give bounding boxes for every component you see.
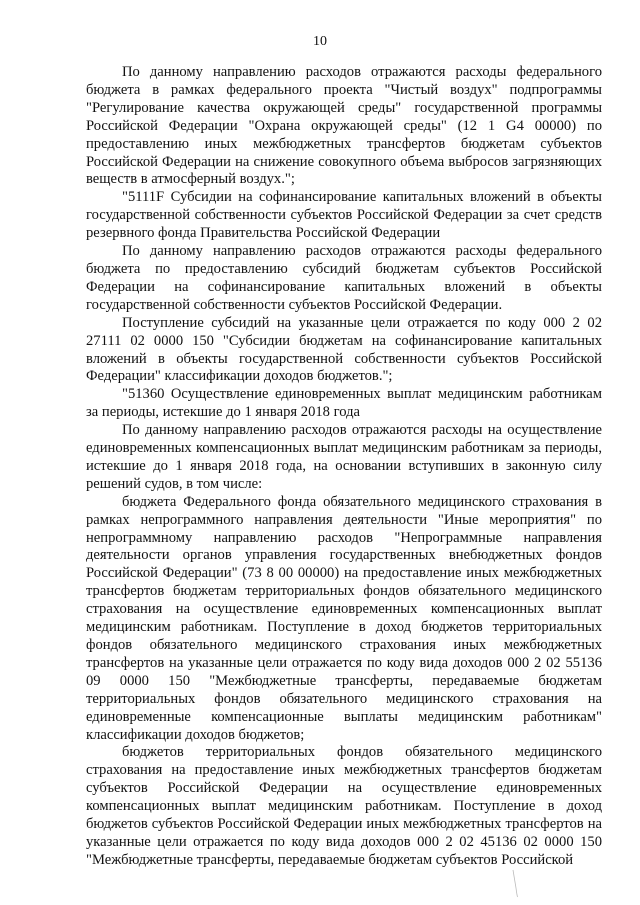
scan-mark [510, 868, 520, 898]
paragraph: Поступление субсидий на указанные цели отражается по коду 000 2 02 27111 02 0000 150 "Субсидии бюджетам на софинансирование капитальных вложений в объекты государственной собственности субъектов Российской Федерации" классификации доходов бюджетов."; [86, 314, 602, 385]
paragraph: "5111F Субсидии на софинансирование капитальных вложений в объекты государственной собственности субъектов Российской Федерации за счет средств резервного фонда Правительства Российской Федерации [86, 189, 602, 242]
paragraph: По данному направлению расходов отражаются расходы федерального бюджета в рамках федерального проекта "Чистый воздух" подпрограммы "Регулирование качества окружающей среды" государственной программы Российской Федерации "Охрана окружающей среды" (12 1 G4 00000) по предоставлению иных межбюджетных трансфертов бюджетам субъектов Российской Федерации на снижение совокупного объема выбросов загрязняющих веществ в атмосферный воздух."; [86, 64, 602, 188]
paragraph: бюджетов территориальных фондов обязательного медицинского страхования на предоставление иных межбюджетных трансфертов бюджетам субъектов Российской Федерации на осуществление единовременных компенсационных выплат медицинским работникам. Поступление в доход бюджетов субъектов Российской Федерации иных межбюджетных трансфертов на указанные цели отражается по коду вида доходов 000 2 02 45136 02 0000 150 "Межбюджетные трансферты, передаваемые бюджетам субъектов Российской [86, 744, 602, 868]
paragraph: "51360 Осуществление единовременных выплат медицинским работникам за периоды, истекшие до 1 января 2018 года [86, 386, 602, 421]
document-body [86, 64, 602, 870]
page-number: 10 [313, 34, 327, 49]
paragraph: По данному направлению расходов отражаются расходы федерального бюджета по предоставлению субсидий бюджетам субъектов Российской Федерации на софинансирование капитальных вложений в объекты государственной собственности субъектов Российской Федерации. [86, 243, 602, 313]
paragraph: По данному направлению расходов отражаются расходы на осуществление единовременных компенсационных выплат медицинским работникам за периоды, истекшие до 1 января 2018 года, на основании вступивших в законную силу решений судов, в том числе: [86, 422, 602, 492]
paragraph: бюджета Федерального фонда обязательного медицинского страхования в рамках непрограммного направления деятельности "Иные мероприятия" по непрограммному направлению расходов "Непрограммные направления деятельности органов управления государственных внебюджетных фондов Российской Федерации" (73 8 00 00000) на предоставление иных межбюджетных трансфертов бюджетам территориальных фондов обязательного медицинского страхования на осуществление единовременных компенсационных выплат медицинским работникам. Поступление в доход бюджетов территориальных фондов обязательного медицинского страхования иных межбюджетных трансфертов на указанные цели отражается по коду вида доходов 000 2 02 55136 09 0000 150 "Межбюджетные трансферты, передаваемые бюджетам территориальных фондов обязательного медицинского страхования на единовременные компенсационные выплаты медицинским работникам" классификации доходов бюджетов; [86, 493, 602, 743]
